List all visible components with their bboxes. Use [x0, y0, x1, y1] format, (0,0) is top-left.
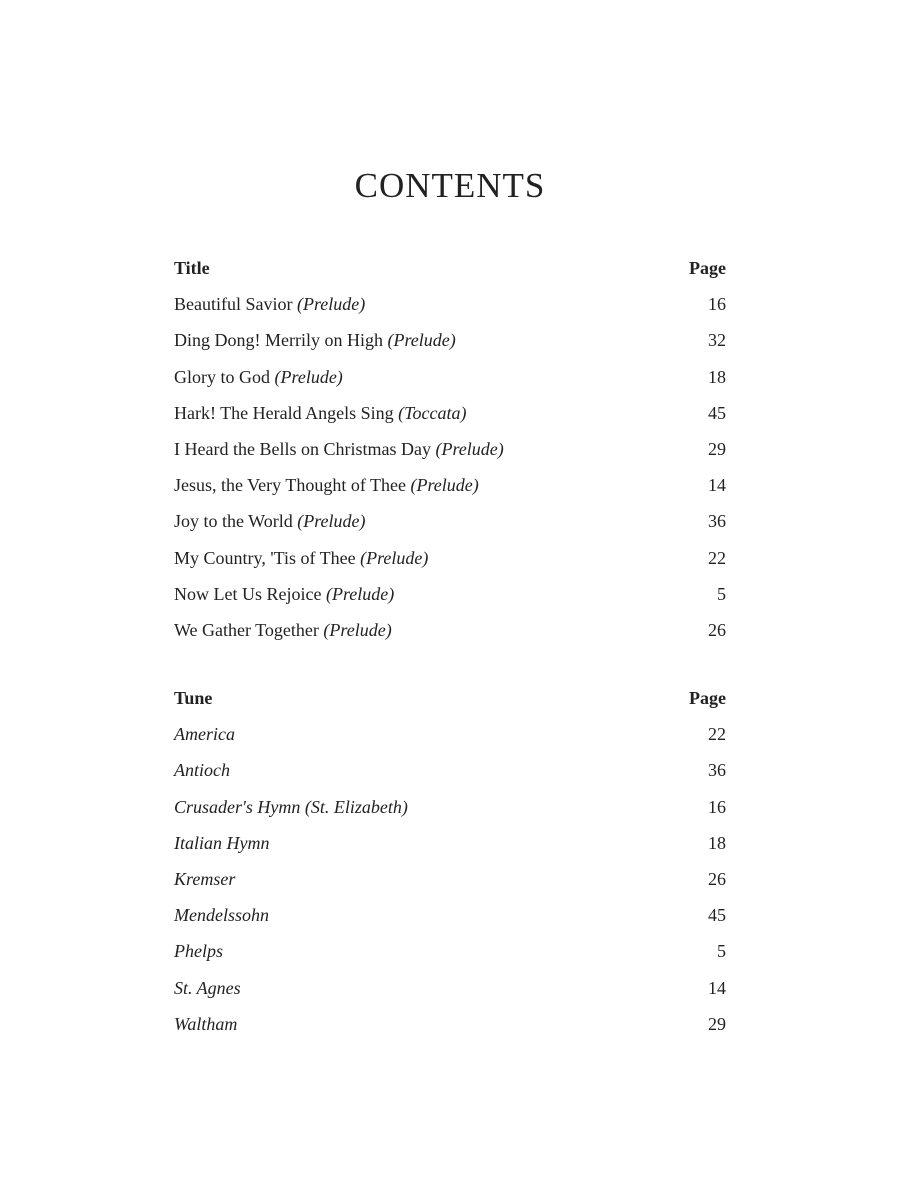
page-number: 45: [708, 402, 726, 423]
tune-entry[interactable]: [174, 865, 726, 901]
page-number: 29: [708, 1013, 726, 1034]
tune-name: Italian Hymn: [174, 832, 270, 853]
page-number: 14: [708, 977, 726, 998]
title-name: Now Let Us Rejoice: [174, 583, 322, 604]
page-title: CONTENTS: [354, 166, 546, 205]
tune-name: Mendelssohn: [174, 905, 269, 926]
title-form: (Prelude): [274, 366, 343, 387]
title-entry[interactable]: [174, 507, 726, 543]
title-form: (Prelude): [410, 475, 479, 496]
page-number: 16: [708, 796, 726, 817]
title-form: (Prelude): [360, 547, 429, 568]
tune-name: St. Agnes: [174, 977, 241, 998]
title-entry[interactable]: [174, 616, 726, 652]
tune-entry[interactable]: [174, 756, 726, 792]
title-form: (Prelude): [296, 294, 366, 315]
page-number: 18: [708, 832, 726, 853]
page-number: 36: [708, 511, 726, 532]
title-name: I Heard the Bells on Christmas Day: [174, 438, 431, 459]
page-number: 32: [708, 330, 726, 351]
title-form: (Prelude): [325, 583, 395, 604]
title-form: (Prelude): [387, 330, 456, 351]
title-name: We Gather Together: [174, 619, 319, 640]
title-name: Joy to the World: [174, 511, 293, 532]
page-number: 5: [717, 941, 726, 962]
tune-entry[interactable]: [174, 937, 726, 973]
tune-column-header: Tune: [174, 688, 213, 708]
tune-name: Antioch: [174, 760, 230, 781]
tune-index-header: [174, 684, 726, 720]
tune-entry[interactable]: [174, 793, 726, 829]
tune-entry[interactable]: [174, 974, 726, 1010]
title-entry[interactable]: [174, 435, 726, 471]
page-number: 14: [708, 475, 726, 496]
title-index-header: [174, 254, 726, 290]
title-index: [174, 254, 726, 652]
title-column-header: Title: [174, 258, 210, 278]
title-form: (Prelude): [297, 511, 366, 532]
tune-entry[interactable]: [174, 829, 726, 865]
title-entry[interactable]: [174, 363, 726, 399]
tune-name: Waltham: [174, 1013, 238, 1034]
tune-index: [174, 684, 726, 1046]
tune-entry[interactable]: [174, 901, 726, 937]
page-number: 45: [708, 905, 726, 926]
title-entry[interactable]: [174, 471, 726, 507]
title-name: Glory to God: [174, 366, 270, 387]
title-entry[interactable]: [174, 544, 726, 580]
title-form: (Toccata): [398, 402, 467, 423]
tune-entry[interactable]: [174, 1010, 726, 1046]
title-form: (Prelude): [435, 438, 504, 459]
tune-entry[interactable]: [174, 720, 726, 756]
tune-name: Phelps: [174, 941, 223, 962]
title-form: (Prelude): [323, 619, 392, 640]
page-number: 26: [708, 868, 726, 889]
title-entry[interactable]: [174, 290, 726, 326]
title-name: Beautiful Savior: [174, 294, 293, 315]
tune-name: Kremser: [174, 868, 236, 889]
page-number: 5: [717, 583, 726, 604]
title-name: Ding Dong! Merrily on High: [174, 330, 383, 351]
tune-name: Crusader's Hymn (St. Elizabeth): [174, 796, 408, 817]
page-number: 36: [708, 760, 726, 781]
page-number: 29: [708, 438, 726, 459]
page-column-header: Page: [689, 688, 726, 708]
title-name: My Country, 'Tis of Thee: [174, 547, 356, 568]
page-number: 18: [708, 366, 726, 387]
tune-name: America: [174, 724, 235, 745]
title-name: Hark! The Herald Angels Sing: [174, 402, 394, 423]
title-entry[interactable]: [174, 326, 726, 362]
page-number: 22: [708, 547, 726, 568]
page-number: 26: [708, 619, 726, 640]
title-name: Jesus, the Very Thought of Thee: [174, 475, 406, 496]
page-number: 16: [708, 294, 726, 315]
title-entry[interactable]: [174, 399, 726, 435]
page-column-header: Page: [689, 258, 726, 278]
title-entry[interactable]: [174, 580, 726, 616]
page-number: 22: [708, 724, 726, 745]
